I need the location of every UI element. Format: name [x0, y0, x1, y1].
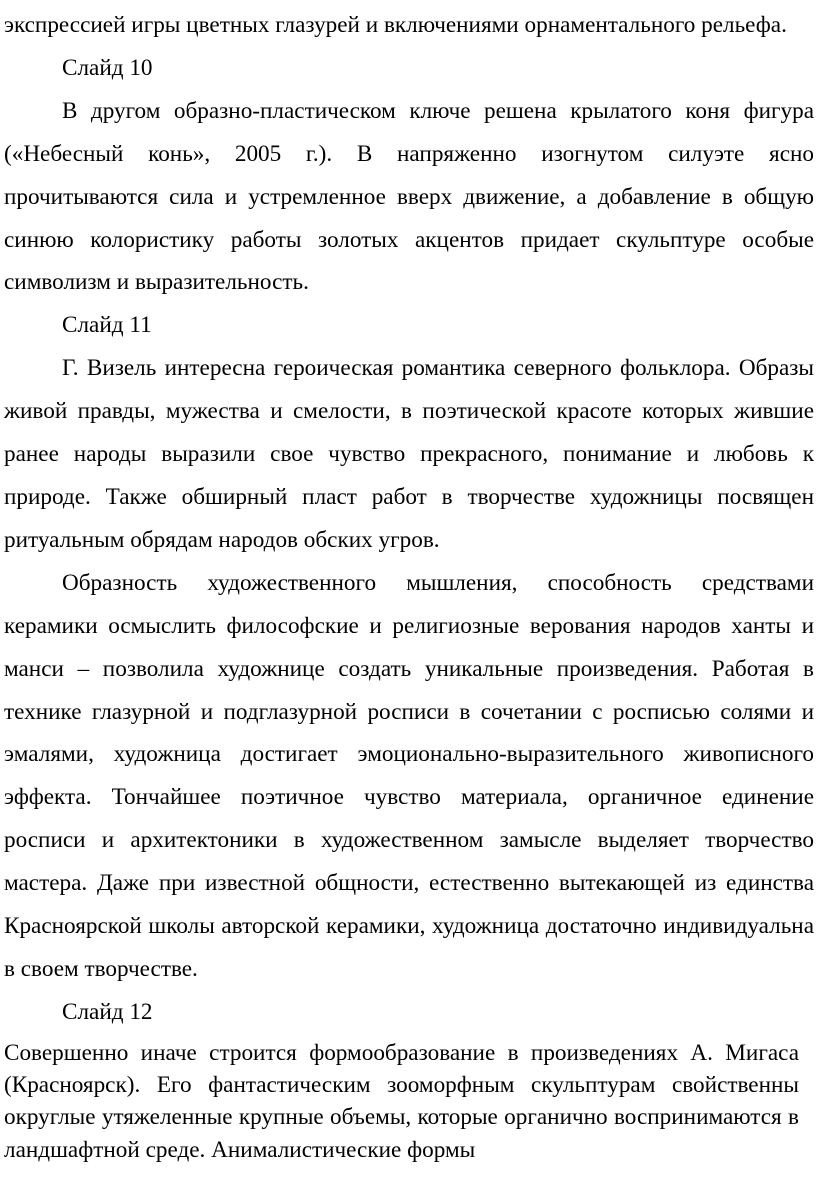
paragraph-sky-horse: В другом образно-пластическом ключе решена крылатого коня фигура («Небесный конь», 2005 г.). В напряженно изогнутом силуэте ясно прочитываются сила и устремленное вверх движение, а добавление в общую синюю колористику работы золотых акцентов придает скульптуре особые символизм и выразительность. — [4, 97, 814, 296]
slide-heading-12: Слайд 12 — [62, 998, 153, 1025]
paragraph-continuation: экспрессией игры цветных глазурей и включениями орнаментального рельефа. — [4, 12, 787, 38]
document-body — [4, 4, 814, 1166]
slide-heading-11: Слайд 11 — [62, 312, 152, 339]
paragraph-ceramics-imagery: Образность художественного мышления, способность средствами керамики осмыслить философские и религиозные верования народов ханты и манси – позволила художнице создать уникальные произведения. Работая в технике глазурной и подглазурной росписи в сочетании с росписью солями и эмалями, художница достигает эмоционально-выразительного живописного эффекта. Тончайшее поэтичное чувство материала, органичное единение росписи и архитектоники в художественном замысле выделяет творчество мастера. Даже при известной общности, естественно вытекающей из единства Красноярской школы авторской керамики, художница достаточно индивидуальна в своем творчестве. — [4, 569, 814, 982]
paragraph-vizel-folklore: Г. Визель интересна героическая романтика северного фольклора. Образы живой правды, мужества и смелости, в поэтической красоте которых жившие ранее народы выразили свое чувство прекрасного, понимание и любовь к природе. Также обширный пласт работ в творчестве художницы посвящен ритуальным обрядам народов обских угров. — [4, 355, 814, 553]
slide-heading-10: Слайд 10 — [62, 54, 153, 81]
paragraph-migas: Совершенно иначе строится формообразование в произведениях А. Мигаса (Красноярск). Его фантастическим зооморфным скульптурам свойственны округлые утяжеленные крупные объемы, которые органично воспринимаются в ландшафтной среде. Анималистические формы — [4, 1039, 799, 1163]
